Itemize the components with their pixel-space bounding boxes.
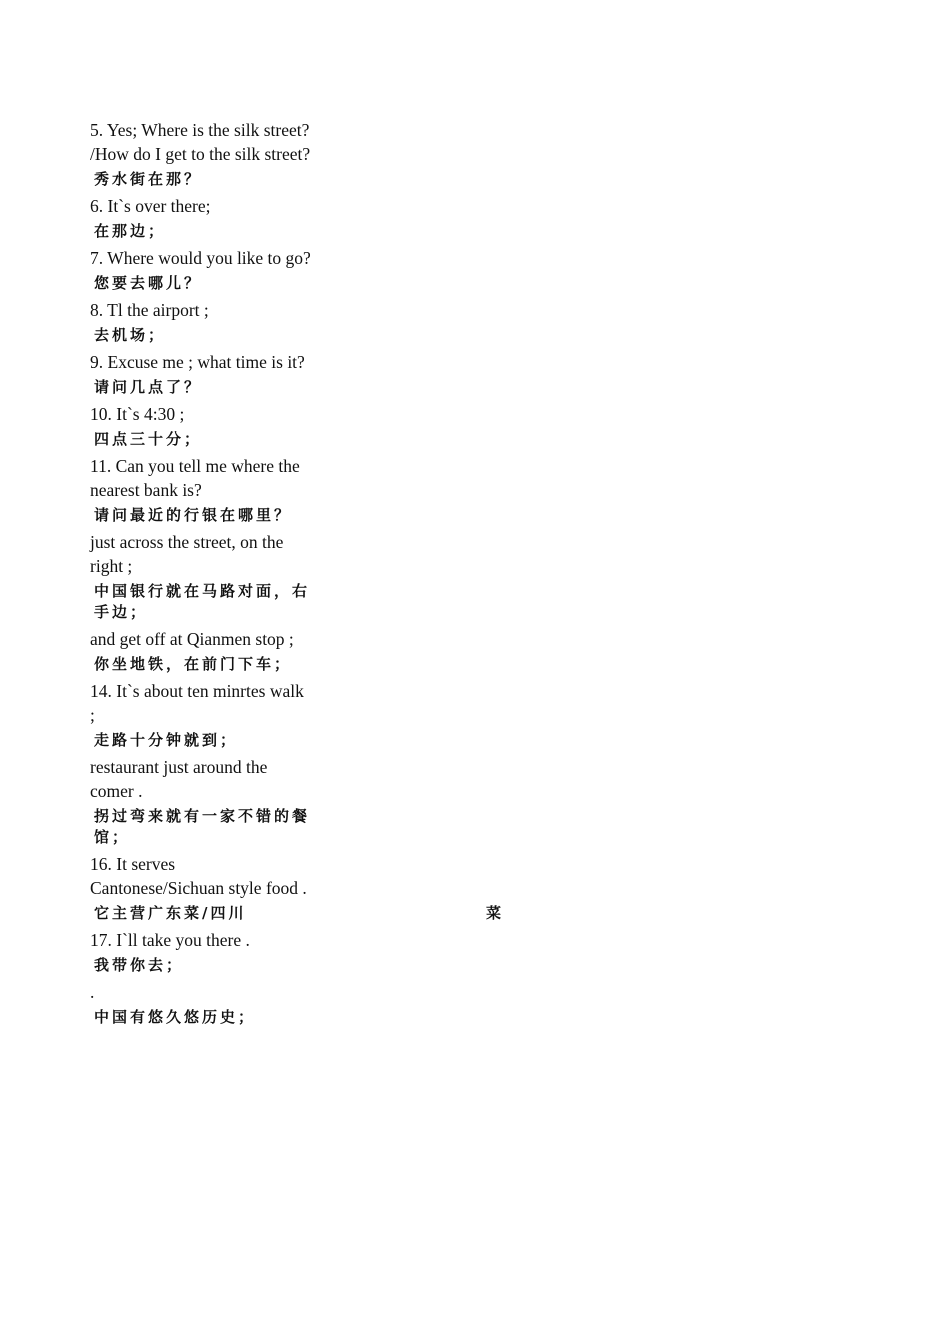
entry-16-zh-main: 它主营广东菜/四川 [94,904,247,922]
entry-9-en: 9. Excuse me ; what time is it? [90,352,305,372]
entry-12-en: just across the street, on the right ; [90,532,284,576]
entry-14-zh: 走路十分钟就到； [94,731,239,749]
entry-16-en: 16. It serves Cantonese/Sichuan style food . [90,854,307,898]
entry-13-en: and get off at Qianmen stop ; [90,629,294,649]
entry-16-zh-tail: 菜 [486,904,505,922]
entry-11-zh: 请问最近的行银在哪里？ [94,506,293,524]
entry-10-zh: 四点三十分； [94,430,203,448]
entry-15-zh: 拐过弯来就有一家不错的餐馆； [94,807,311,846]
entry-10-en: 10. It`s 4:30 ; [90,404,185,424]
entry-18-en: . [90,982,95,1002]
entry-8-en: 8. Tl the airport ; [90,300,209,320]
phrase-list [90,118,505,1032]
entry-6-zh: 在那边； [94,222,167,240]
entry-17-zh: 我带你去； [94,956,185,974]
entry-16-zh [94,903,505,924]
entry-7-en: 7. Where would you like to go? [90,248,311,268]
entry-17-en: 17. I`ll take you there . [90,930,250,950]
entry-5-en: 5. Yes; Where is the silk street? /How do I get to the silk street? [90,120,311,164]
entry-11-en: 11. Can you tell me where the nearest bank is? [90,456,300,500]
entry-5-zh: 秀水街在那？ [94,170,203,188]
entry-6-en: 6. It`s over there; [90,196,211,216]
entry-14-en: 14. It`s about ten minrtes walk ; [90,681,304,725]
entry-15-en: restaurant just around the comer . [90,757,268,801]
entry-8-zh: 去机场； [94,326,167,344]
entry-7-zh: 您要去哪儿？ [94,274,203,292]
entry-12-zh: 中国银行就在马路对面，右手边； [94,582,311,621]
entry-18-zh: 中国有悠久悠历史； [94,1008,257,1026]
entry-13-zh: 你坐地铁，在前门下车； [94,655,293,673]
entry-9-zh: 请问几点了？ [94,378,203,396]
